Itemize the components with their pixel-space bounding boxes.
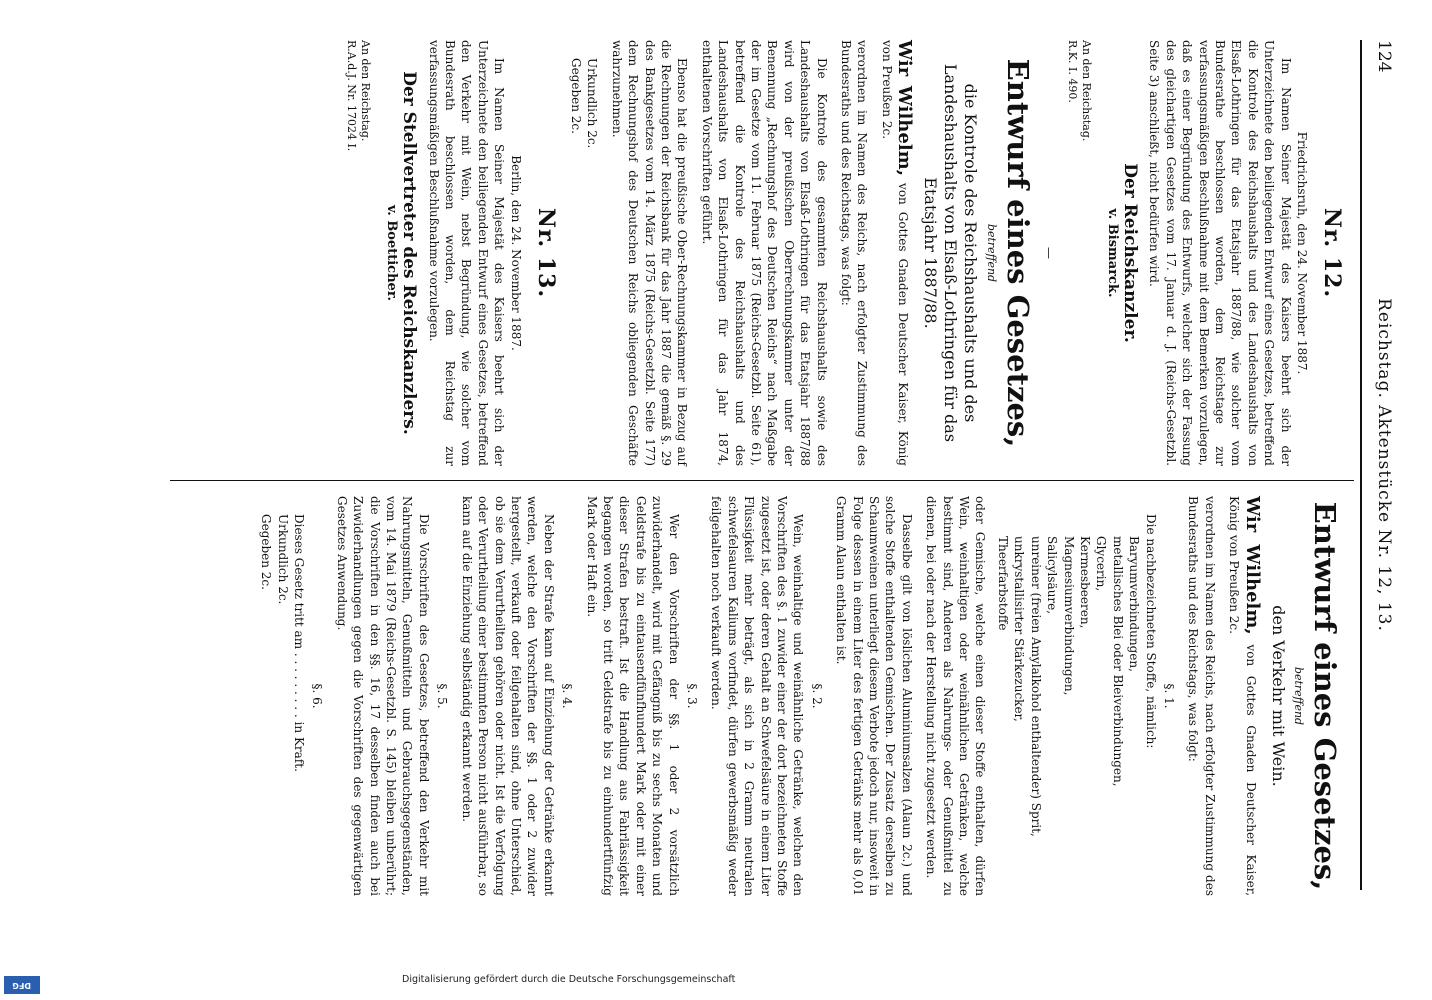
running-head: Reichstag. Aktenstücke Nr. 12, 13. xyxy=(1374,298,1394,632)
urkundlich: Urkundlich 2c. xyxy=(585,58,600,149)
header-rule xyxy=(1360,40,1362,890)
dfg-logo: DFG xyxy=(4,976,40,994)
substance-item: Kermesbeeren, xyxy=(1077,536,1092,629)
section-1-heading: §. 1. xyxy=(1161,683,1176,709)
section-3-text: Wer den Vorschriften der §§. 1 oder 2 vorsätzlich zuwiderhandelt, wird mit Gefängniß bis zu sechs Monaten und Geldstrafe bis zu eintausendfünfhundert Mark oder mit einer dieser Strafen bestraft. Ist die Handlung aus Fahrlässigkeit begangen worden, so tritt Geldstrafe bis zu einhundertfünfzig Mark oder Haft ein. xyxy=(584,496,681,896)
substance-item: Salicylsäure, xyxy=(1045,536,1060,615)
section-1-text: oder Gemische, welche einen dieser Stoffe enthalten, dürfen Wein, weinhaltigen oder weinähnlichen Getränken, welche bestimmt sind, Anderen als Nahrungs- oder Genußmittel zu dienen, bei oder nach der Herstellung nicht zugesetzt werden. xyxy=(924,496,988,896)
nr12-signature-title: Der Reichskanzler. xyxy=(1119,163,1140,343)
nr13-date: Berlin, den 24. November 1887. xyxy=(508,155,523,351)
wine-preamble xyxy=(1226,496,1263,897)
dfg-sidebar xyxy=(0,972,1432,998)
nr12-text: Im Namen Seiner Majestät des Kaisers beehrt sich der Unterzeichnete den beiliegenden Entwurf eines Gesetzes, betreffend die Kontrole des Reichshaushalts und des Landeshaushalts von Elsaß-Lothringen für das Etatsjahr 1887/88, wie solcher vom Bundesrathe beschlossen worden, dem Reichstage zur verfassungsmäßigen Beschlußnahme mit dem Bemerken vorzulegen, daß es einer Begründung des Entwurfs, welcher sich der Fassung des gleichartigen Gesetzes vom 17. Januar d. J. (Reichs-Gesetzbl. Seite 3) anschließt, nicht bedürfen wird. xyxy=(1147,40,1293,466)
page-header xyxy=(1368,40,1394,890)
nr12-address: An den Reichstag. xyxy=(1080,40,1094,142)
column-divider xyxy=(170,480,1354,481)
page-number: 124 xyxy=(1374,40,1394,73)
substance-item: Theerfarbstoffe xyxy=(995,536,1010,631)
wine-emperor-title: von Gottes Gnaden Deutscher Kaiser, König von Preußen 2c. xyxy=(1227,496,1258,897)
nr12-date: Friedrichsruh, den 24. November 1887. xyxy=(1295,131,1309,375)
wine-draft-subject: den Verkehr mit Wein. xyxy=(1268,605,1288,787)
emperor-title: von Gottes Gnaden Deutscher Kaiser, König von Preußen 2c. xyxy=(879,40,911,466)
substance-item: metallisches Blei oder Bleiverbindungen, xyxy=(1110,536,1125,787)
heading-nr13: Nr. 13. xyxy=(532,207,559,299)
draft-subject: die Kontrole des Reichshaushalts und des Landeshaushalts von Elsaß-Lothringen für das Etatsjahr 1887/88. xyxy=(921,63,981,443)
substance-item: Glycerin, xyxy=(1094,536,1109,592)
wine-urkundlich: Urkundlich 2c. xyxy=(275,514,290,605)
section-6-heading: §. 6. xyxy=(310,683,325,709)
nr12-reference: R.K. I. 490. xyxy=(1066,40,1080,103)
preamble xyxy=(879,40,916,466)
paragraph-1: Die Kontrole des gesammten Reichshaushalts sowie des Landeshaushalts von Elsaß-Lothringen für das Etatsjahr 1887/88 wird von der preußischen Oberrechnungskammer unter der Benennung „Rechnungshof des Deutschen Reichs“ nach Maßgabe der im Gesetze vom 11. Februar 1875 (Reichs-Gesetzbl. Seite 61), betreffend die Kontrole des Reichshaushalts und des Landeshaushalts von Elsaß-Lothringen für das Jahr 1874, enthaltenen Vorschriften geführt. xyxy=(699,40,829,466)
separator-dash: — xyxy=(1042,247,1057,259)
section-4-text: Neben der Strafe kann auf Einziehung der Getränke erkannt werden, welche den Vorschriften der §§. 1 oder 2 zuwider hergestellt, verkauft oder feilgehalten sind, ohne Unterschied, ob sie dem Verurtheilten gehören oder nicht. Ist die Verfolgung oder Verurtheilung einer bestimmten Person nicht ausführbar, so kann auf die Einziehung selbständig erkannt werden. xyxy=(459,496,556,896)
section-2-text: Wein, weinhaltige und weinähnliche Getränke, welchen den Vorschriften des §. 1 zuwider einer der dort bezeichneten Stoffe zugesetzt ist, oder deren Gehalt an Schwefelsäure in einem Liter Flüssigkeit mehr beträgt, als sich in 2 Gramm neutralen schwefelsauren Kaliums vorfindet, dürfen gewerbsmäßig weder feilgehalten noch verkauft werden. xyxy=(709,496,806,896)
substance-item: unreiner (freien Amylalkohol enthaltender) Sprit, xyxy=(1028,536,1043,837)
substance-list xyxy=(995,536,1143,896)
nr13-signature-title: Der Stellvertreter des Reichskanzlers. xyxy=(399,71,420,435)
section-2-heading: §. 2. xyxy=(809,683,824,709)
wine-draft-betreffend: betreffend xyxy=(1292,666,1305,726)
nr13-reference: R.A.d.J. Nr. 17024 I. xyxy=(345,40,359,152)
emperor-name: Wir Wilhelm, xyxy=(894,40,916,176)
enactment-clause: verordnen im Namen des Reichs, nach erfolgter Zustimmung des Bundesraths und des Reichstags, was folgt: xyxy=(839,40,870,466)
section-5-heading: §. 5. xyxy=(435,683,450,709)
nr13-signer: v. Boetticher. xyxy=(383,205,399,301)
wine-emperor-name: Wir Wilhelm, xyxy=(1241,496,1263,635)
section-1-intro: Die nachbezeichneten Stoffe, nämlich: xyxy=(1143,514,1158,749)
draft-title: Entwurf eines Gesetzes, xyxy=(1000,58,1035,448)
section-6-text: Dieses Gesetz tritt am . . . . . . . . . in Kraft. xyxy=(292,514,307,772)
nr12-signer: v. Bismarck. xyxy=(1104,208,1120,298)
nr13-address: An den Reichstag. xyxy=(359,40,373,142)
substance-item: Magnesiumverbindungen, xyxy=(1061,536,1076,696)
section-1-text-2: Dasselbe gilt von löslichen Aluminiumsalzen (Alaun 2c.) und solche Stoffe enthaltenden Gemischen. Der Zusatz derselben zu Schaumweinen unterliegt diesem Verbote jedoch nur, insoweit in Folge dessen in einem Liter des fertigen Getränks mehr als 0,01 Gramm Alaun enthalten ist. xyxy=(834,496,914,896)
wine-gegeben: Gegeben 2c. xyxy=(259,514,274,590)
wine-draft-title: Entwurf eines Gesetzes, xyxy=(1308,501,1342,891)
substance-item: Baryumverbindungen, xyxy=(1127,536,1142,672)
dfg-credit: Digitalisierung gefördert durch die Deutsche Forschungsgemeinschaft xyxy=(402,974,736,985)
section-5-text: Die Vorschriften des Gesetzes, betreffend den Verkehr mit Nahrungsmitteln, Genußmitteln und Gebrauchsgegenständen, vom 14. Mai 1879 (Reichs-Gesetzbl. S. 145) bleiben unberührt; die Vorschriften in den §§. 16, 17 desselben finden auch bei Zuwiderhandlungen gegen die Vorschriften des gegenwärtigen Gesetzes Anwendung. xyxy=(334,496,431,896)
draft-betreffend: betreffend xyxy=(984,223,998,283)
left-column xyxy=(344,40,1348,466)
nr13-text: Im Namen Seiner Majestät des Kaisers beehrt sich der Unterzeichnete den beiliegenden Entwurf eines Gesetzes, betreffend den Verkehr mit Wein, nebst Begründung, wie solcher vom Bundesrath beschlossen worden, dem Reichstag zur verfassungsmäßigen Beschlußnahme vorzulegen. xyxy=(426,40,507,466)
right-column xyxy=(258,496,1348,896)
paragraph-2: Ebenso hat die preußische Ober-Rechnungskammer in Bezug auf die Rechnungen der Reichsbank für das Jahr 1887 die gemäß §. 29 des Bankgesetzes vom 14. März 1875 (Reichs-Gesetzbl. Seite 177) dem Rechnungshof des Deutschen Reichs obliegenden Geschäfte wahrzunehmen. xyxy=(609,40,690,466)
gegeben: Gegeben 2c. xyxy=(569,58,583,134)
section-4-heading: §. 4. xyxy=(560,683,575,709)
substance-item: unkrystallisirter Stärkezucker, xyxy=(1012,536,1027,722)
wine-enactment-clause: verordnen im Namen des Reichs, nach erfolgter Zustimmung des Bundesraths und des Reichstags, was folgt: xyxy=(1186,496,1217,896)
section-3-heading: §. 3. xyxy=(685,683,699,709)
heading-nr12: Nr. 12. xyxy=(1319,207,1345,299)
